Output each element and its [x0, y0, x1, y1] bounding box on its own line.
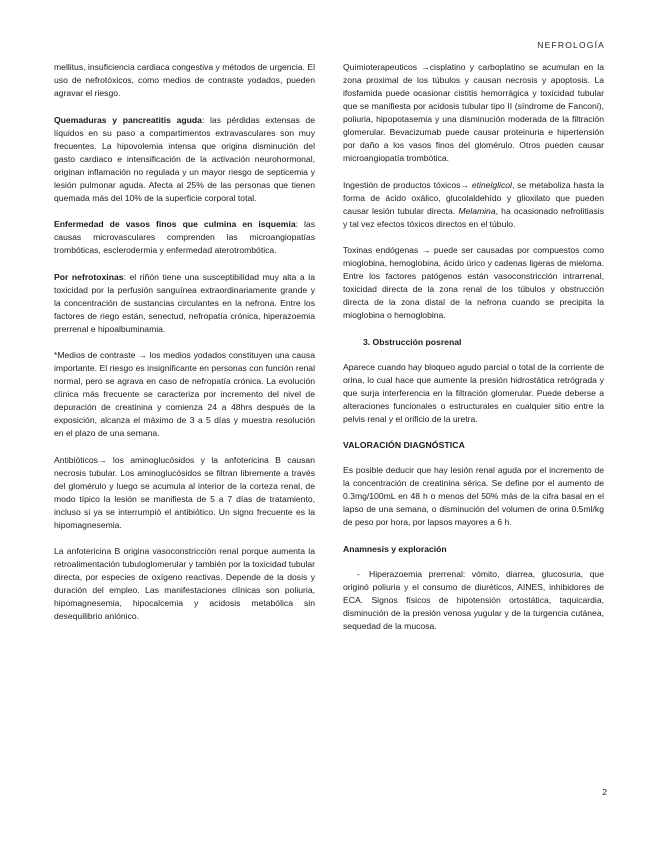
toxic-ingestion-mid: , se metaboliza hasta la forma de ácido oxálico, glucolaldehído y glioxilato que pueden causar lesión tubular directa. [343, 179, 604, 216]
bullet-dash: - [357, 568, 360, 579]
paragraph-postrenal: Aparece cuando hay bloqueo agudo parcial o total de la corriente de orina, lo cual hace que aumente la presión hidrostática retrógrada y que surja interferencia en la filtración glomerular. Puede deberse a alteraciones funcionales o estructurales en cualquier sitio entre la pelvis renal y el orificio de la uretra. [343, 361, 604, 424]
heading-postrenal-obstruction: 3. Obstrucción posrenal [363, 336, 462, 347]
right-column [343, 61, 604, 646]
heading-diagnostic-assessment: VALORACIÓN DIAGNÓSTICA [343, 440, 465, 450]
paragraph-toxic-ingestion [343, 179, 604, 231]
term-nephrotoxins: Por nefrotoxinas [54, 271, 124, 282]
term-small-vessel: Enfermedad de vasos finos que culmina en isquemia [54, 219, 296, 229]
term-burns: Quemaduras y pancreatitis aguda [54, 114, 202, 125]
page-number: 2 [602, 787, 607, 797]
paragraph-amphotericin: La anfotericina B origina vasoconstricción renal porque aumenta la retroalimentación tubuloglomerular y también por la toxicidad tubular directa, por especies de oxígeno reactivas. Depende de la dosis y duración del empleo. Las manifestaciones clínicas son poliuria, hipomagnesemia, hipocalcemia y acidosis metabólica sin desequilibrio aniónico. [54, 546, 315, 621]
list-item-prerenal-text: Hiperazoemia prerrenal: vómito, diarrea, glucosuria, que originó poliuria y el consumo de diuréticos, AINES, inhibidores de ECA. Signos físicos de hipotensión ortostática, taquicardia, disminución de la presión venosa yugular y de la turgencia cutánea, sequedad de la mucosa. [343, 568, 604, 631]
paragraph-antibiotics: Antibióticos→ los aminoglucósidos y la anfotericina B causan necrosis tubular. Los aminoglucósidos se filtran libremente a través del glomérulo y luego se acumula al interior de la corteza renal, de modo típico la lesión se manifiesta de 5 a 7 días de tratamiento, incluso si ya se interrumpió el antibiótico. Un signo frecuente es la hipomagnesemia. [54, 454, 315, 530]
paragraph-nephrotoxins [54, 271, 315, 336]
paragraph-small-vessel-text: : las causas microvasculares comprenden las microangiopatías trombóticas, esclerodermia y enfermedad aterotrombótica. [54, 219, 315, 255]
paragraph-small-vessel [54, 218, 315, 257]
paragraph-chemotherapy: Quimioterapeuticos →cisplatino y carboplatino se acumulan en la zona proximal de los túbulos y causan necrosis y apoptosis. La ifosfamida puede ocasionar cistitis hemorrágica y toxicidad tubular que se manifiesta por acidosis tubular tipo II (síndrome de Fanconi), poliuria, hipopotasemia y una disminución moderada de la filtración glomerular. Bevacizumab puede causar proteinuria e hipertensión por daño a los vasos finos del glomérulo. Otros pueden causar microangiopatía trombótica. [343, 62, 604, 163]
paragraph-diabetes-urgency: mellitus, insuficiencia cardiaca congestiva y métodos de urgencia. El uso de nefrotóxicos, como medios de contraste yodados, pueden agravar el riesgo. [54, 62, 315, 98]
paragraph-burns-text: : las pérdidas extensas de líquidos en su paso a compartimentos extravasculares son muy frecuentes. La hipovolemia intensa que origina disminución del gasto cardiaco e intensificación de la activación neurohormonal, originan inflamación no regulada y un mayor riesgo de septicemia y lesión pulmonar aguda. Afecta al 25% de las personas que tienen quemada más del 10% de la superficie corporal total. [54, 114, 315, 203]
heading-anamnesis: Anamnesis y exploración [343, 543, 447, 554]
list-item-prerenal [343, 568, 604, 633]
paragraph-nephrotoxins-text: : el riñón tiene una susceptibilidad muy alta a la toxicidad por la perfusión sanguínea extraordinariamente grande y la concentración de sustancias circulantes en la nefrona. Entre los factores de riego están, senectud, nefropatía crónica, hiperazoemia prerrenal e hipoalbuminamia. [54, 271, 315, 334]
term-ethylene-glycol: etinelglicol [471, 179, 512, 190]
term-melamine: Melamina [458, 205, 496, 216]
paragraph-diagnosis: Es posible deducir que hay lesión renal aguda por el incremento de la concentración de creatinina sérica. Se define por el aumento de 0.3mg/100mL en 48 h o menos del 50% más de la cifra basal en el lapso de una semana, o disminución del volumen de orina 0.5ml/kg de peso por hora, por lapsos mayores a 6 h. [343, 465, 604, 527]
running-header: NEFROLOGÍA [537, 40, 605, 50]
paragraph-burns [54, 114, 315, 205]
toxic-ingestion-lead: Ingestión de productos tóxicos→ [343, 179, 472, 190]
paragraph-contrast: *Medios de contraste → los medios yodados constituyen una causa importante. El riesgo es insignificante en personas con función renal normal, pero se agrava en caso de nefropatía crónica. La evolución clínica más frecuente se caracteriza por incremento del nivel de depuración de creatinina y comienza 24 a 48hrs después de la exposición, alcanza el máximo de 3 a 5 días y muestra resolución en el plazo de una semana. [54, 350, 315, 438]
paragraph-endogenous-toxins: Toxinas endógenas → puede ser causadas por compuestos como mioglobina, hemoglobina, ácido úrico y cadenas ligeras de mieloma. Entre los factores patógenos están vasoconstricción intrarrenal, toxicidad directa de la zona renal de los túbulos y obstrucción directa de la zona distal de la nefrona cuando se precipita la mioglobina o hemoglobina. [343, 245, 604, 320]
left-column [54, 61, 315, 637]
toxic-ingestion-end: , ha ocasionado nefrolitiasis y tal vez efectos tóxicos directos en el túbulo. [343, 205, 604, 229]
